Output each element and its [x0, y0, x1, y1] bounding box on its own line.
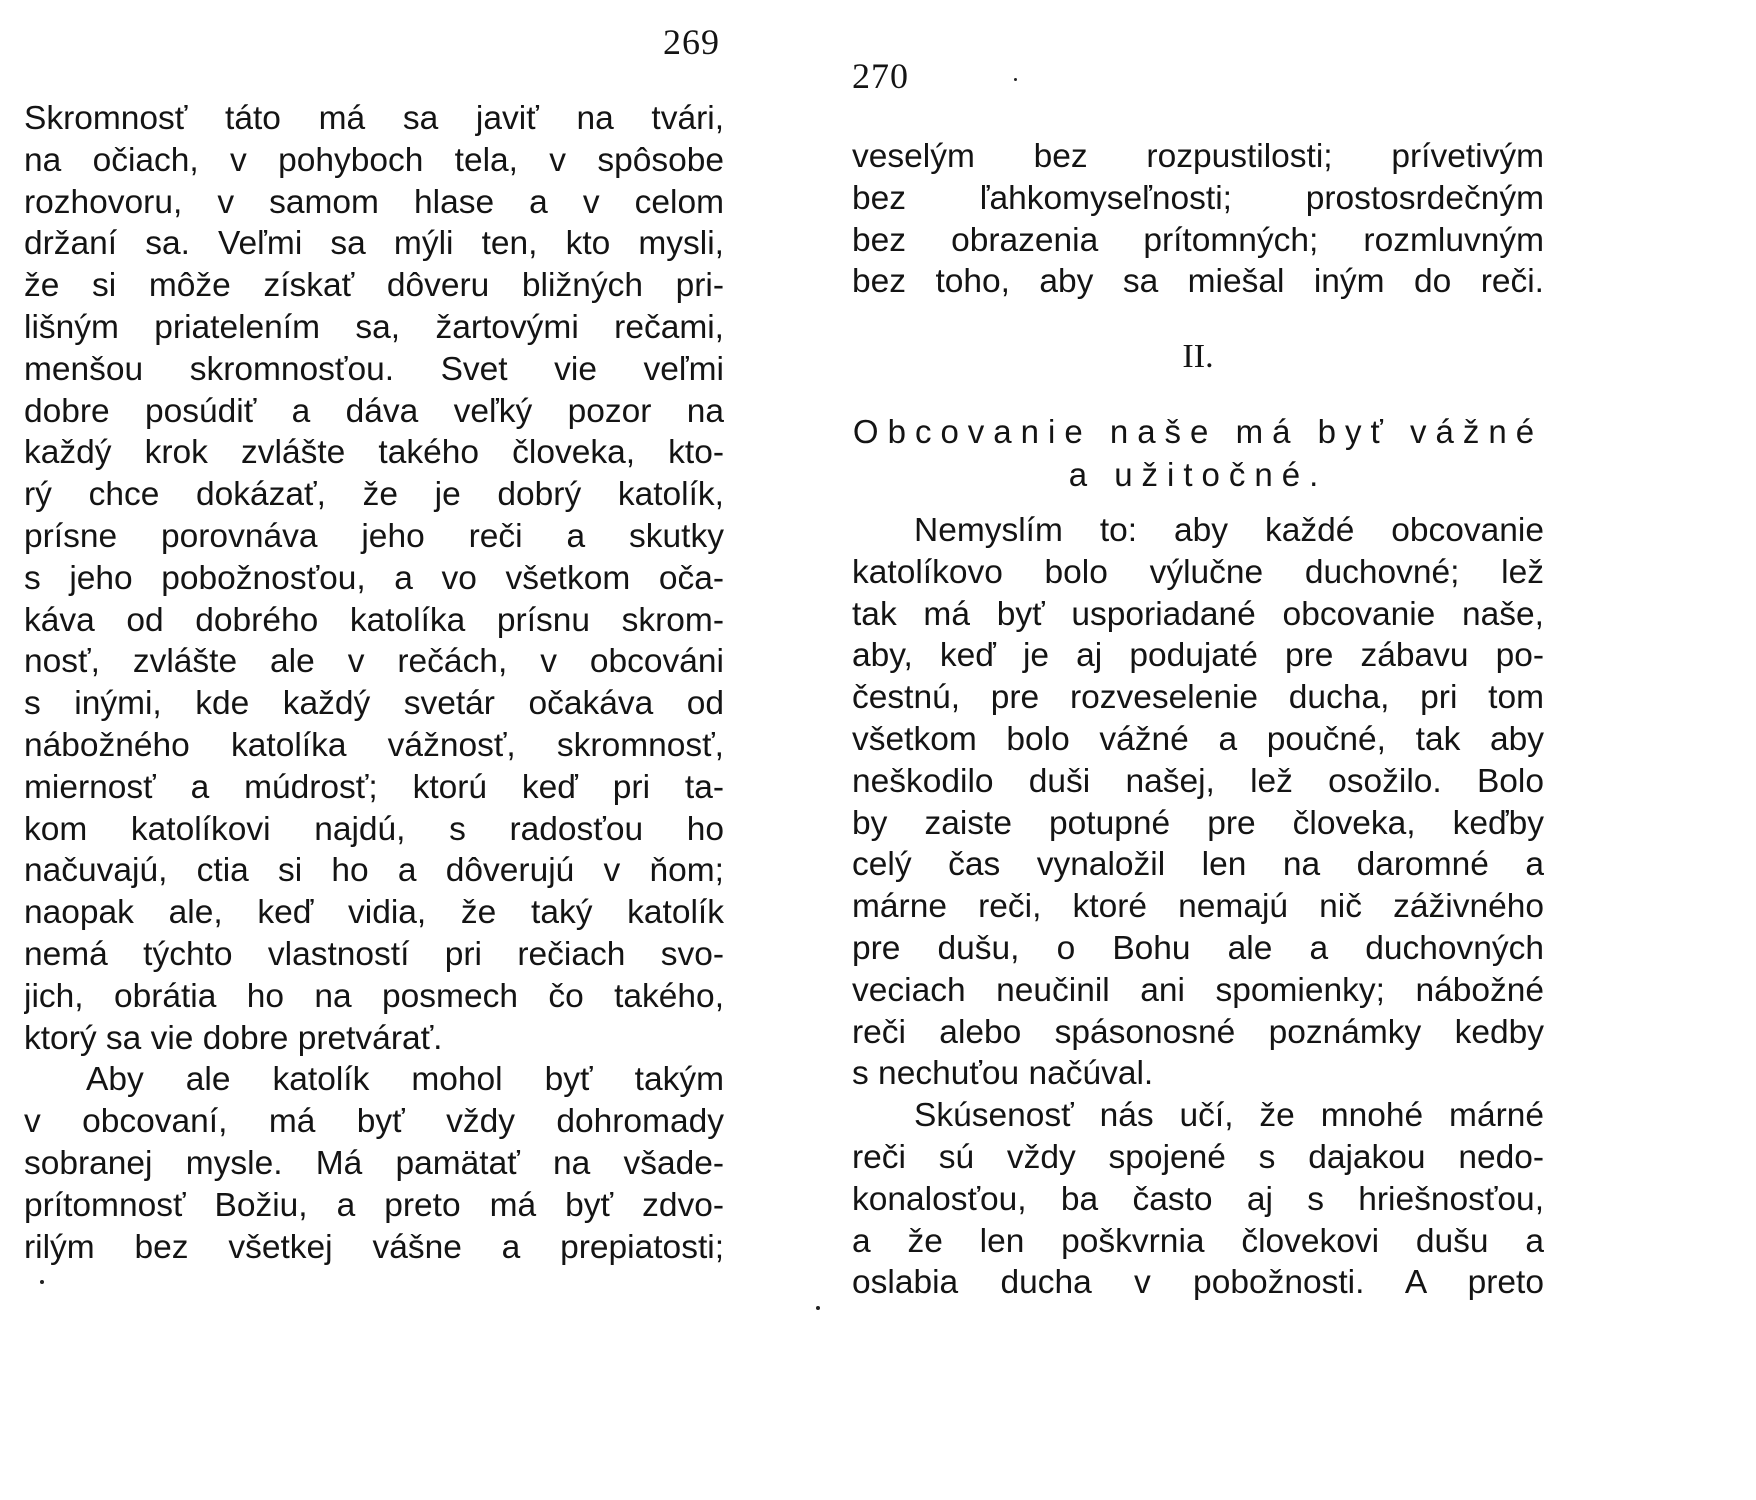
page-number: 269 — [663, 22, 720, 62]
text-line: nábožného katolíka vážnosť, skromnosť, — [24, 726, 724, 764]
text-line: káva od dobrého katolíka prísnu skrom- — [24, 601, 724, 639]
heading-line: Obcovanie naše má byť vážné — [852, 413, 1544, 450]
text-line: dobre posúdiť a dáva veľký pozor na — [24, 392, 724, 430]
text-line: na očiach, v pohyboch tela, v spôsobe — [24, 141, 724, 179]
text-line: v obcovaní, má byť vždy dohromady — [24, 1103, 724, 1141]
section-number: II. — [1182, 338, 1214, 375]
text-line: a že len poškvrnia človekovi dušu a — [852, 1222, 1544, 1260]
text-line: pre dušu, o Bohu ale a duchovných — [852, 929, 1544, 967]
text-line: reči sú vždy spojené s dajakou nedo- — [852, 1138, 1544, 1176]
text-line: všetkom bolo vážné a poučné, tak aby — [852, 720, 1544, 758]
text-line: jich, obrátia ho na posmech čo takého, — [24, 977, 724, 1015]
text-line: miernosť a múdrosť; ktorú keď pri ta- — [24, 768, 724, 806]
text-line: menšou skromnosťou. Svet vie veľmi — [24, 350, 724, 388]
page-number: 270 — [852, 56, 909, 96]
text-line: bez toho, aby sa miešal iným do reči. — [852, 263, 1544, 301]
text-line: celý čas vynaložil len na daromné a — [852, 846, 1544, 884]
text-line: s nechuťou načúval. — [852, 1055, 1154, 1093]
text-line: aby, keď je aj podujaté pre zábavu po- — [852, 637, 1544, 675]
right-page-body-text — [852, 510, 1544, 1304]
text-line: držaní sa. Veľmi sa mýli ten, kto mysli, — [24, 225, 724, 263]
section-heading — [852, 410, 1544, 496]
text-line: že si môže získať dôveru bližných pri- — [24, 267, 724, 305]
text-line: každý krok zvlášte takého človeka, kto- — [24, 434, 724, 472]
text-line: prítomnosť Božiu, a preto má byť zdvo- — [24, 1186, 724, 1224]
heading-line: a užitočné. — [1068, 456, 1328, 493]
text-line: katolíkovo bolo výlučne duchovné; lež — [852, 553, 1544, 591]
text-line: rý chce dokázať, že je dobrý katolík, — [24, 476, 724, 514]
text-line: márne reči, ktoré nemajú nič záživného — [852, 888, 1544, 926]
text-line: s inými, kde každý svetár očakáva od — [24, 685, 724, 723]
text-line: sobranej mysle. Má pamätať na všade- — [24, 1144, 724, 1182]
text-line: by zaiste potupné pre človeka, keďby — [852, 804, 1544, 842]
text-line: rozhovoru, v samom hlase a v celom — [24, 183, 724, 221]
paragraph-start-line: Nemyslím to: aby každé obcovanie — [914, 512, 1544, 549]
scan-speck — [40, 1280, 44, 1284]
text-line: veciach neučinil ani spomienky; nábožné — [852, 971, 1544, 1009]
text-line: konalosťou, ba často aj s hriešnosťou, — [852, 1180, 1544, 1218]
text-line: ktorý sa vie dobre pretvárať. — [24, 1019, 443, 1057]
right-page-intro-text — [852, 136, 1544, 303]
scan-speck — [1014, 78, 1017, 81]
text-line: čestnú, pre rozveselenie ducha, pri tom — [852, 679, 1544, 717]
text-line: nosť, zvlášte ale v rečách, v obcováni — [24, 643, 724, 681]
text-line: bez ľahkomyseľnosti; prostosrdečným — [852, 179, 1544, 217]
paragraph-start-line: Skúsenosť nás učí, že mnohé márné — [914, 1097, 1544, 1135]
text-line: prísne porovnáva jeho reči a skutky — [24, 517, 724, 555]
text-line: veselým bez rozpustilosti; prívetivým — [852, 138, 1544, 175]
text-line: bez obrazenia prítomných; rozmluvným — [852, 221, 1544, 259]
text-line: nemá týchto vlastností pri rečiach svo- — [24, 935, 724, 973]
text-line: Skromnosť táto má sa javiť na tvári, — [24, 100, 724, 137]
text-line: tak má byť usporiadané obcovanie naše, — [852, 595, 1544, 633]
text-line: neškodilo duši našej, lež osožilo. Bolo — [852, 762, 1544, 800]
scan-speck — [816, 1306, 820, 1310]
text-line: kom katolíkovi najdú, s radosťou ho — [24, 810, 724, 848]
text-line: s jeho pobožnosťou, a vo všetkom oča- — [24, 559, 724, 597]
text-line: načuvajú, ctia si ho a dôverujú v ňom; — [24, 852, 724, 890]
text-line: lišným priatelením sa, žartovými rečami, — [24, 308, 724, 346]
text-line: naopak ale, keď vidia, že taký katolík — [24, 894, 724, 932]
text-line: reči alebo spásonosné poznámky kedby — [852, 1013, 1544, 1051]
text-line: rilým bez všetkej vášne a prepiatosti; — [24, 1228, 724, 1266]
left-page-text — [24, 98, 724, 1268]
paragraph-start-line: Aby ale katolík mohol byť takým — [86, 1061, 724, 1099]
text-line: oslabia ducha v pobožnosti. A preto — [852, 1264, 1544, 1302]
